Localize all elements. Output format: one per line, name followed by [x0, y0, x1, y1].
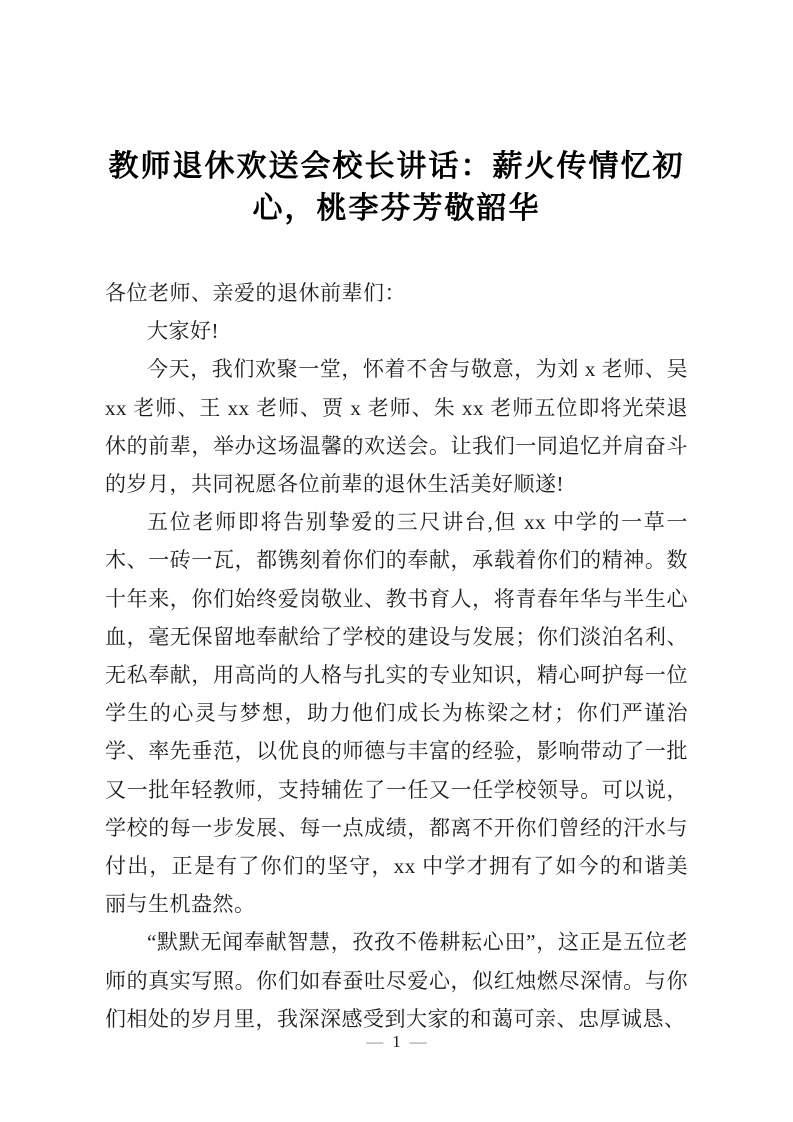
- paragraph-tribute: 五位老师即将告别挚爱的三尺讲台,但 xx 中学的一草一木、一砖一瓦，都镌刻着你们的奉献，承载着你们的精神。数十年来，你们始终爱岗敬业、教书育人，将青春年华与半生心血，毫无保留地奉献给了学校的建设与发展；你们淡泊名利、无私奉献，用高尚的人格与扎实的专业知识，精心呵护每一位学生的心灵与梦想，助力他们成长为栋梁之材；你们严谨治学、率先垂范，以优良的师德与丰富的经验，影响带动了一批又一批年轻教师，支持辅佐了一任又一任学校领导。可以说，学校的每一步发展、每一点成绩，都离不开你们曾经的汗水与付出，正是有了你们的坚守，xx 中学才拥有了如今的和谐美丽与生机盎然。: [105, 510, 688, 917]
- document-title: [105, 146, 688, 230]
- title-line-2: 心，桃李芬芳敬韶华: [252, 192, 541, 225]
- footer-dash-left: —: [366, 1032, 384, 1051]
- document-body: [105, 274, 688, 1038]
- paragraph-greeting: 大家好!: [147, 319, 219, 344]
- page-number: 1: [392, 1032, 401, 1051]
- title-line-1: 教师退休欢送会校长讲话：薪火传情忆初: [108, 150, 685, 183]
- paragraph-praise: “默默无闻奉献智慧，孜孜不倦耕耘心田”，这正是五位老师的真实写照。你们如春蚕吐尽爱心，似红烛燃尽深情。与你们相处的岁月里，我深深感受到大家的和蔼可亲、忠厚诚恳、: [105, 930, 688, 1031]
- paragraph-salutation: 各位老师、亲爱的退休前辈们：: [105, 281, 406, 305]
- page-footer: [0, 1030, 793, 1054]
- paragraph-opening: 今天，我们欢聚一堂，怀着不舍与敬意，为刘 x 老师、吴 xx 老师、王 xx 老师、贾 x 老师、朱 xx 老师五位即将光荣退休的前辈，举办这场温馨的欢送会。让我们一同追忆并肩奋斗的岁月，共同祝愿各位前辈的退休生活美好顺遂!: [105, 357, 688, 497]
- footer-dash-right: —: [409, 1032, 427, 1051]
